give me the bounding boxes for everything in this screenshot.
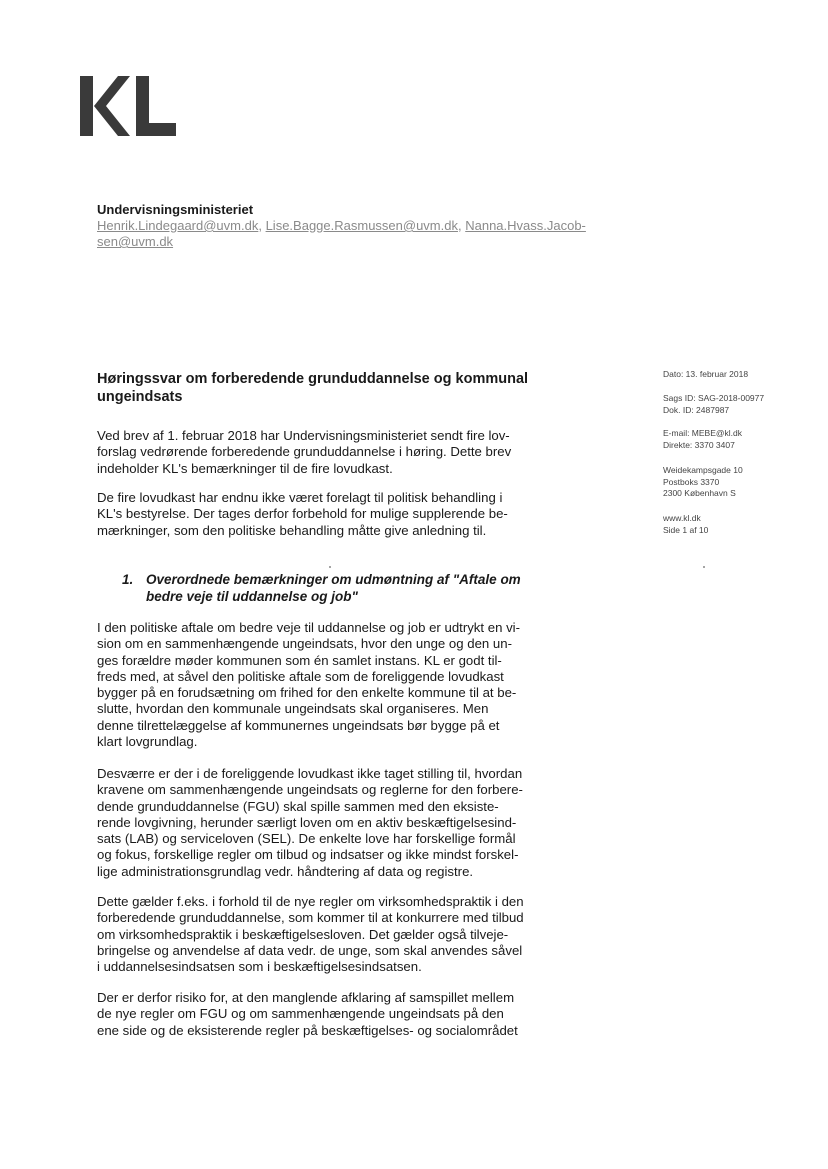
section-heading-1: [122, 571, 552, 605]
email-link-nanna-cont[interactable]: sen@uvm.dk: [97, 234, 174, 249]
scan-dot: [703, 566, 705, 568]
meta-address-line: 2300 København S: [663, 488, 736, 498]
section-number: 1.: [122, 572, 134, 587]
section-title-line: Overordnede bemærkninger om udmøntning af "Aftale om: [146, 572, 521, 587]
paragraph-line: kravene om sammenhængende ungeindsats og reglerne for den forbere-: [97, 782, 523, 798]
kl-logo: [80, 74, 180, 138]
paragraph-line: i uddannelsesindsatsen som i beskæftigelsesindsatsen.: [97, 959, 422, 975]
paragraph-line: om virksomhedspraktik i beskæftigelsesloven. Det gælder også tilveje-: [97, 926, 509, 942]
paragraph-line: bringelse og anvendelse af data vedr. de unge, som skal anvendes såvel: [97, 942, 523, 958]
paragraph-intro: [97, 428, 549, 477]
recipient-block: [97, 201, 637, 250]
paragraph-line: ges forældre møder kommunen som én samlet instans. KL er godt til-: [97, 652, 502, 668]
letter-title: [97, 370, 557, 406]
paragraph-legislation: [97, 766, 549, 880]
meta-ids-block: [663, 393, 813, 416]
paragraph-line: Der er derfor risiko for, at den manglende afklaring af samspillet mellem: [97, 990, 515, 1005]
paragraph-example: [97, 894, 549, 975]
meta-sags-id: Sags ID: SAG-2018-00977: [663, 393, 765, 403]
paragraph-line: de nye regler om FGU og om sammenhængende ungeindsats på den: [97, 1006, 504, 1022]
paragraph-line: ene side og de eksisterende regler på beskæftigelses- og socialområdet: [97, 1022, 518, 1038]
scan-dot: [329, 566, 331, 568]
title-line: Høringssvar om forberedende grunduddannelse og kommunal: [97, 371, 529, 387]
paragraph-vision: [97, 620, 549, 750]
meta-web: www.kl.dk: [663, 513, 701, 523]
paragraph-line: lige administrationsgrundlag vedr. håndtering af data og registre.: [97, 863, 474, 879]
meta-web-block: [663, 513, 813, 536]
paragraph-risk: [97, 990, 549, 1039]
paragraph-line: og fokus, forskellige regler om tilbud og indsatser og ikke mindst forskel-: [97, 847, 519, 863]
paragraph-line: Dette gælder f.eks. i forhold til de nye regler om virksomhedspraktik i den: [97, 894, 524, 909]
paragraph-line: sats (LAB) og serviceloven (SEL). De enkelte love har forskellige formål: [97, 831, 516, 847]
meta-email: E-mail: MEBE@kl.dk: [663, 428, 743, 438]
paragraph-line: mærkninger, som den politiske behandling måtte give anledning til.: [97, 522, 487, 538]
meta-direkte: Direkte: 3370 3407: [663, 439, 735, 450]
paragraph-line: denne tilrettelæggelse af kommunernes ungeindsats bør bygge på et: [97, 717, 500, 733]
paragraph-reservation: [97, 490, 549, 539]
paragraph-line: klart lovgrundlag.: [97, 734, 198, 750]
meta-address-line: Weidekampsgade 10: [663, 465, 743, 475]
paragraph-line: bygger på en forudsætning om frihed for den enkelte kommune til at be-: [97, 685, 517, 701]
paragraph-line: I den politiske aftale om bedre veje til uddannelse og job er udtrykt en vi-: [97, 620, 520, 635]
email-link-henrik[interactable]: Henrik.Lindegaard@uvm.dk: [97, 218, 259, 233]
meta-address-block: [663, 465, 813, 500]
recipient-emails: Henrik.Lindegaard@uvm.dk, Lise.Bagge.Rasmussen@uvm.dk, Nanna.Hvass.Jacob- sen@uvm.dk: [97, 218, 586, 249]
paragraph-line: freds med, at såvel den politiske aftale som de foreliggende lovudkast: [97, 668, 504, 684]
paragraph-line: forberedende grunduddannelse, som kommer til at konkurrere med tilbud: [97, 910, 524, 926]
meta-dato: Dato: 13. februar 2018: [663, 369, 749, 379]
meta-contact-block: [663, 428, 813, 451]
paragraph-line: forslag vedrørende forberedende grunduddannelse i høring. Dette brev: [97, 444, 512, 460]
paragraph-line: sion om en sammenhængende ungeindsats, hvor den unge og den un-: [97, 636, 512, 652]
paragraph-line: slutte, hvordan den kommunale ungeindsats skal organiseres. Men: [97, 701, 489, 717]
email-link-nanna[interactable]: Nanna.Hvass.Jacob-: [465, 218, 586, 233]
meta-dok-id: Dok. ID: 2487987: [663, 404, 730, 415]
paragraph-line: Ved brev af 1. februar 2018 har Undervisningsministeriet sendt fire lov-: [97, 428, 510, 443]
paragraph-line: KL's bestyrelse. Der tages derfor forbehold for mulige supplerende be-: [97, 506, 508, 522]
paragraph-line: indeholder KL's bemærkninger til de fire lovudkast.: [97, 460, 393, 476]
meta-date-block: [663, 369, 813, 381]
meta-address-line: Postboks 3370: [663, 476, 720, 487]
meta-page-number: Side 1 af 10: [663, 524, 709, 535]
title-line: ungeindsats: [97, 389, 183, 405]
email-link-lise[interactable]: Lise.Bagge.Rasmussen@uvm.dk: [265, 218, 458, 233]
recipient-name: Undervisningsministeriet: [97, 202, 254, 217]
paragraph-line: rende lovgivning, herunder særligt loven om en aktiv beskæftigelsesind-: [97, 814, 517, 830]
paragraph-line: Desværre er der i de foreliggende lovudkast ikke taget stilling til, hvordan: [97, 766, 523, 781]
paragraph-line: De fire lovudkast har endnu ikke været forelagt til politisk behandling i: [97, 490, 503, 505]
paragraph-line: dende grunduddannelse (FGU) skal spille sammen med den eksiste-: [97, 798, 499, 814]
section-title-line: bedre veje til uddannelse og job": [146, 589, 358, 604]
